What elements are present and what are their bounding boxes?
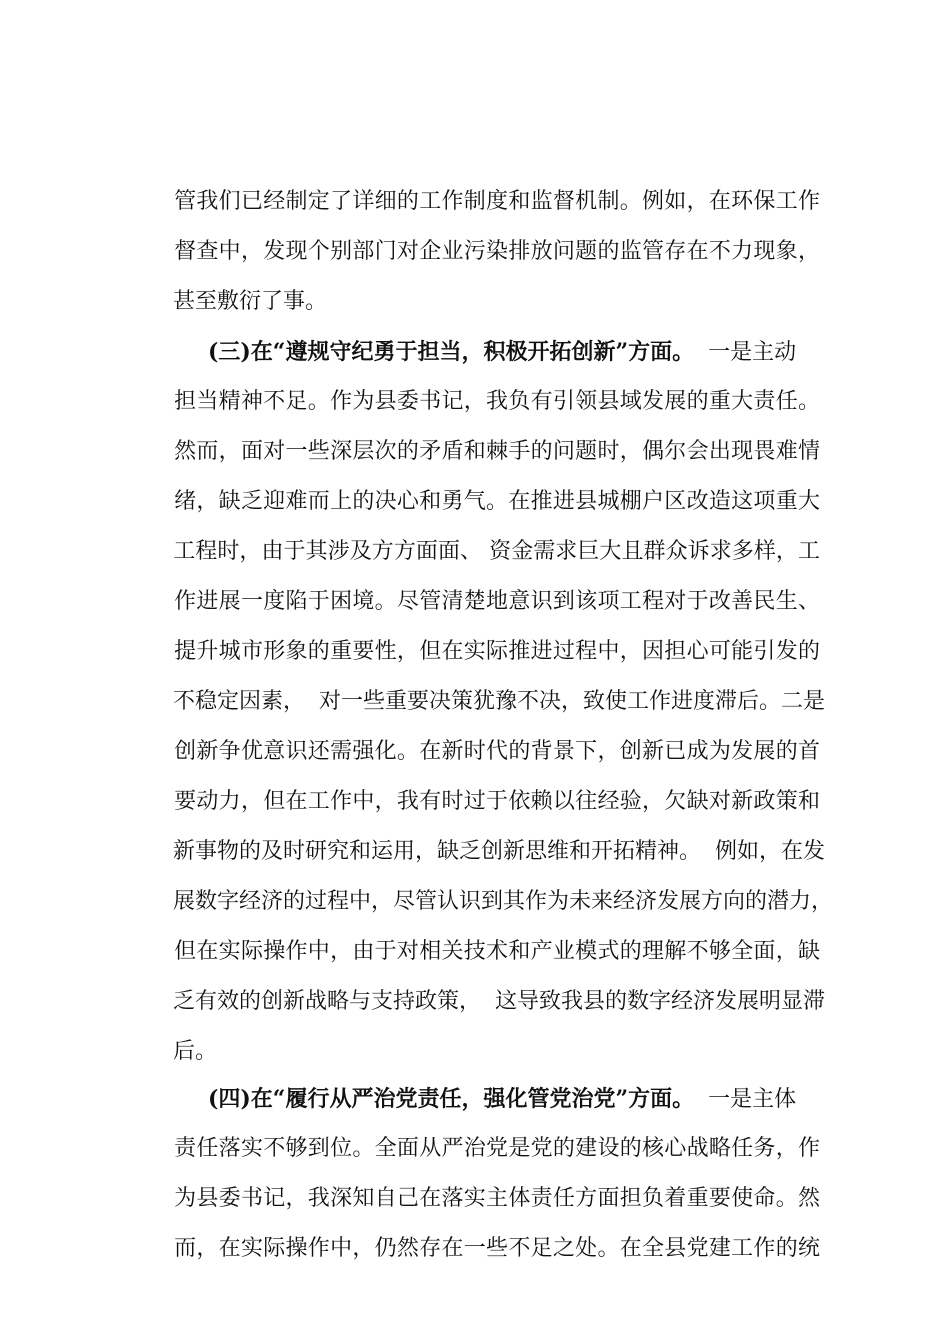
text-line [145, 127, 820, 214]
text-line [145, 1124, 820, 1211]
line-text: 为县委书记，我深知自己在落实主体责任方面担负着重要使命。然 [174, 1186, 820, 1211]
text-line [145, 527, 820, 614]
line-text: 责任落实不够到位。全面从严治党是党的建设的核心战略任务，作 [174, 1136, 820, 1161]
text-line [145, 877, 820, 964]
text-line [145, 777, 825, 864]
line-text: 展数字经济的过程中，尽管认识到其作为未来经济发展方向的潜力， [172, 889, 833, 914]
line-text: 创新争优意识还需强化。在新时代的背景下，创新已成为发展的首 [174, 739, 820, 764]
section-heading-line [180, 1024, 820, 1112]
text-line [145, 627, 825, 714]
line-text: 绪，缺乏迎难而上的决心和勇气。在推进县城棚户区改造这项重大 [174, 489, 820, 514]
section-heading-line [180, 277, 820, 365]
line-text: 但在实际操作中，由于对相关技术和产业模式的理解不够全面，缺 [174, 939, 820, 964]
section-heading: (四)在“履行从严治党责任，强化管党治党”方面。 [207, 1086, 695, 1112]
line-text: 要动力，但在工作中，我有时过于依赖以往经验，欠缺对新政策和 [174, 789, 820, 814]
text-line [145, 427, 820, 514]
line-text: 然而，面对一些深层次的矛盾和棘手的问题时，偶尔会出现畏难情 [174, 439, 820, 464]
line-text: 作进展一度陷于困境。尽管清楚地意识到该项工程对于改善民生、 [174, 589, 820, 614]
text-line [145, 677, 820, 764]
line-text: 后。 [172, 1039, 217, 1064]
line-text: 新事物的及时研究和运用，缺乏创新思维和开拓精神。 例如，在发 [172, 839, 825, 864]
text-line [145, 1074, 820, 1161]
text-line [145, 977, 820, 1064]
text-line [145, 227, 820, 314]
text-line [145, 927, 825, 1014]
line-text: 不稳定因素， 对一些重要决策犹豫不决，致使工作进度滞后。二是 [172, 689, 825, 714]
line-text: 而，在实际操作中，仍然存在一些不足之处。在全县党建工作的统 [174, 1236, 820, 1261]
section-heading: (三)在“遵规守纪勇于担当，积极开拓创新”方面。 [207, 339, 695, 365]
line-text: 担当精神不足。作为县委书记，我负有引领县域发展的重大责任。 [174, 389, 820, 414]
text-line [145, 377, 820, 464]
text-line [145, 477, 820, 564]
line-text: 督查中，发现个别部门对企业污染排放问题的监管存在不力现象， [174, 239, 820, 264]
line-text: 工程时，由于其涉及方方面面、 资金需求巨大且群众诉求多样，工 [173, 539, 820, 564]
text-line [145, 1174, 820, 1261]
text-line [145, 327, 820, 414]
text-line [145, 727, 820, 814]
line-text: 乏有效的创新战略与支持政策， 这导致我县的数字经济发展明显滞 [172, 989, 825, 1014]
line-text: 一是主动 [694, 340, 797, 365]
text-line [145, 827, 833, 914]
line-text: 管我们已经制定了详细的工作制度和监督机制。例如，在环保工作 [174, 189, 820, 214]
line-text: 一是主体 [694, 1087, 797, 1112]
line-text: 提升城市形象的重要性，但在实际推进过程中，因担心可能引发的 [174, 639, 820, 664]
line-text: 甚至敷衍了事。 [172, 289, 327, 314]
text-line [145, 177, 820, 264]
text-line [145, 577, 820, 664]
